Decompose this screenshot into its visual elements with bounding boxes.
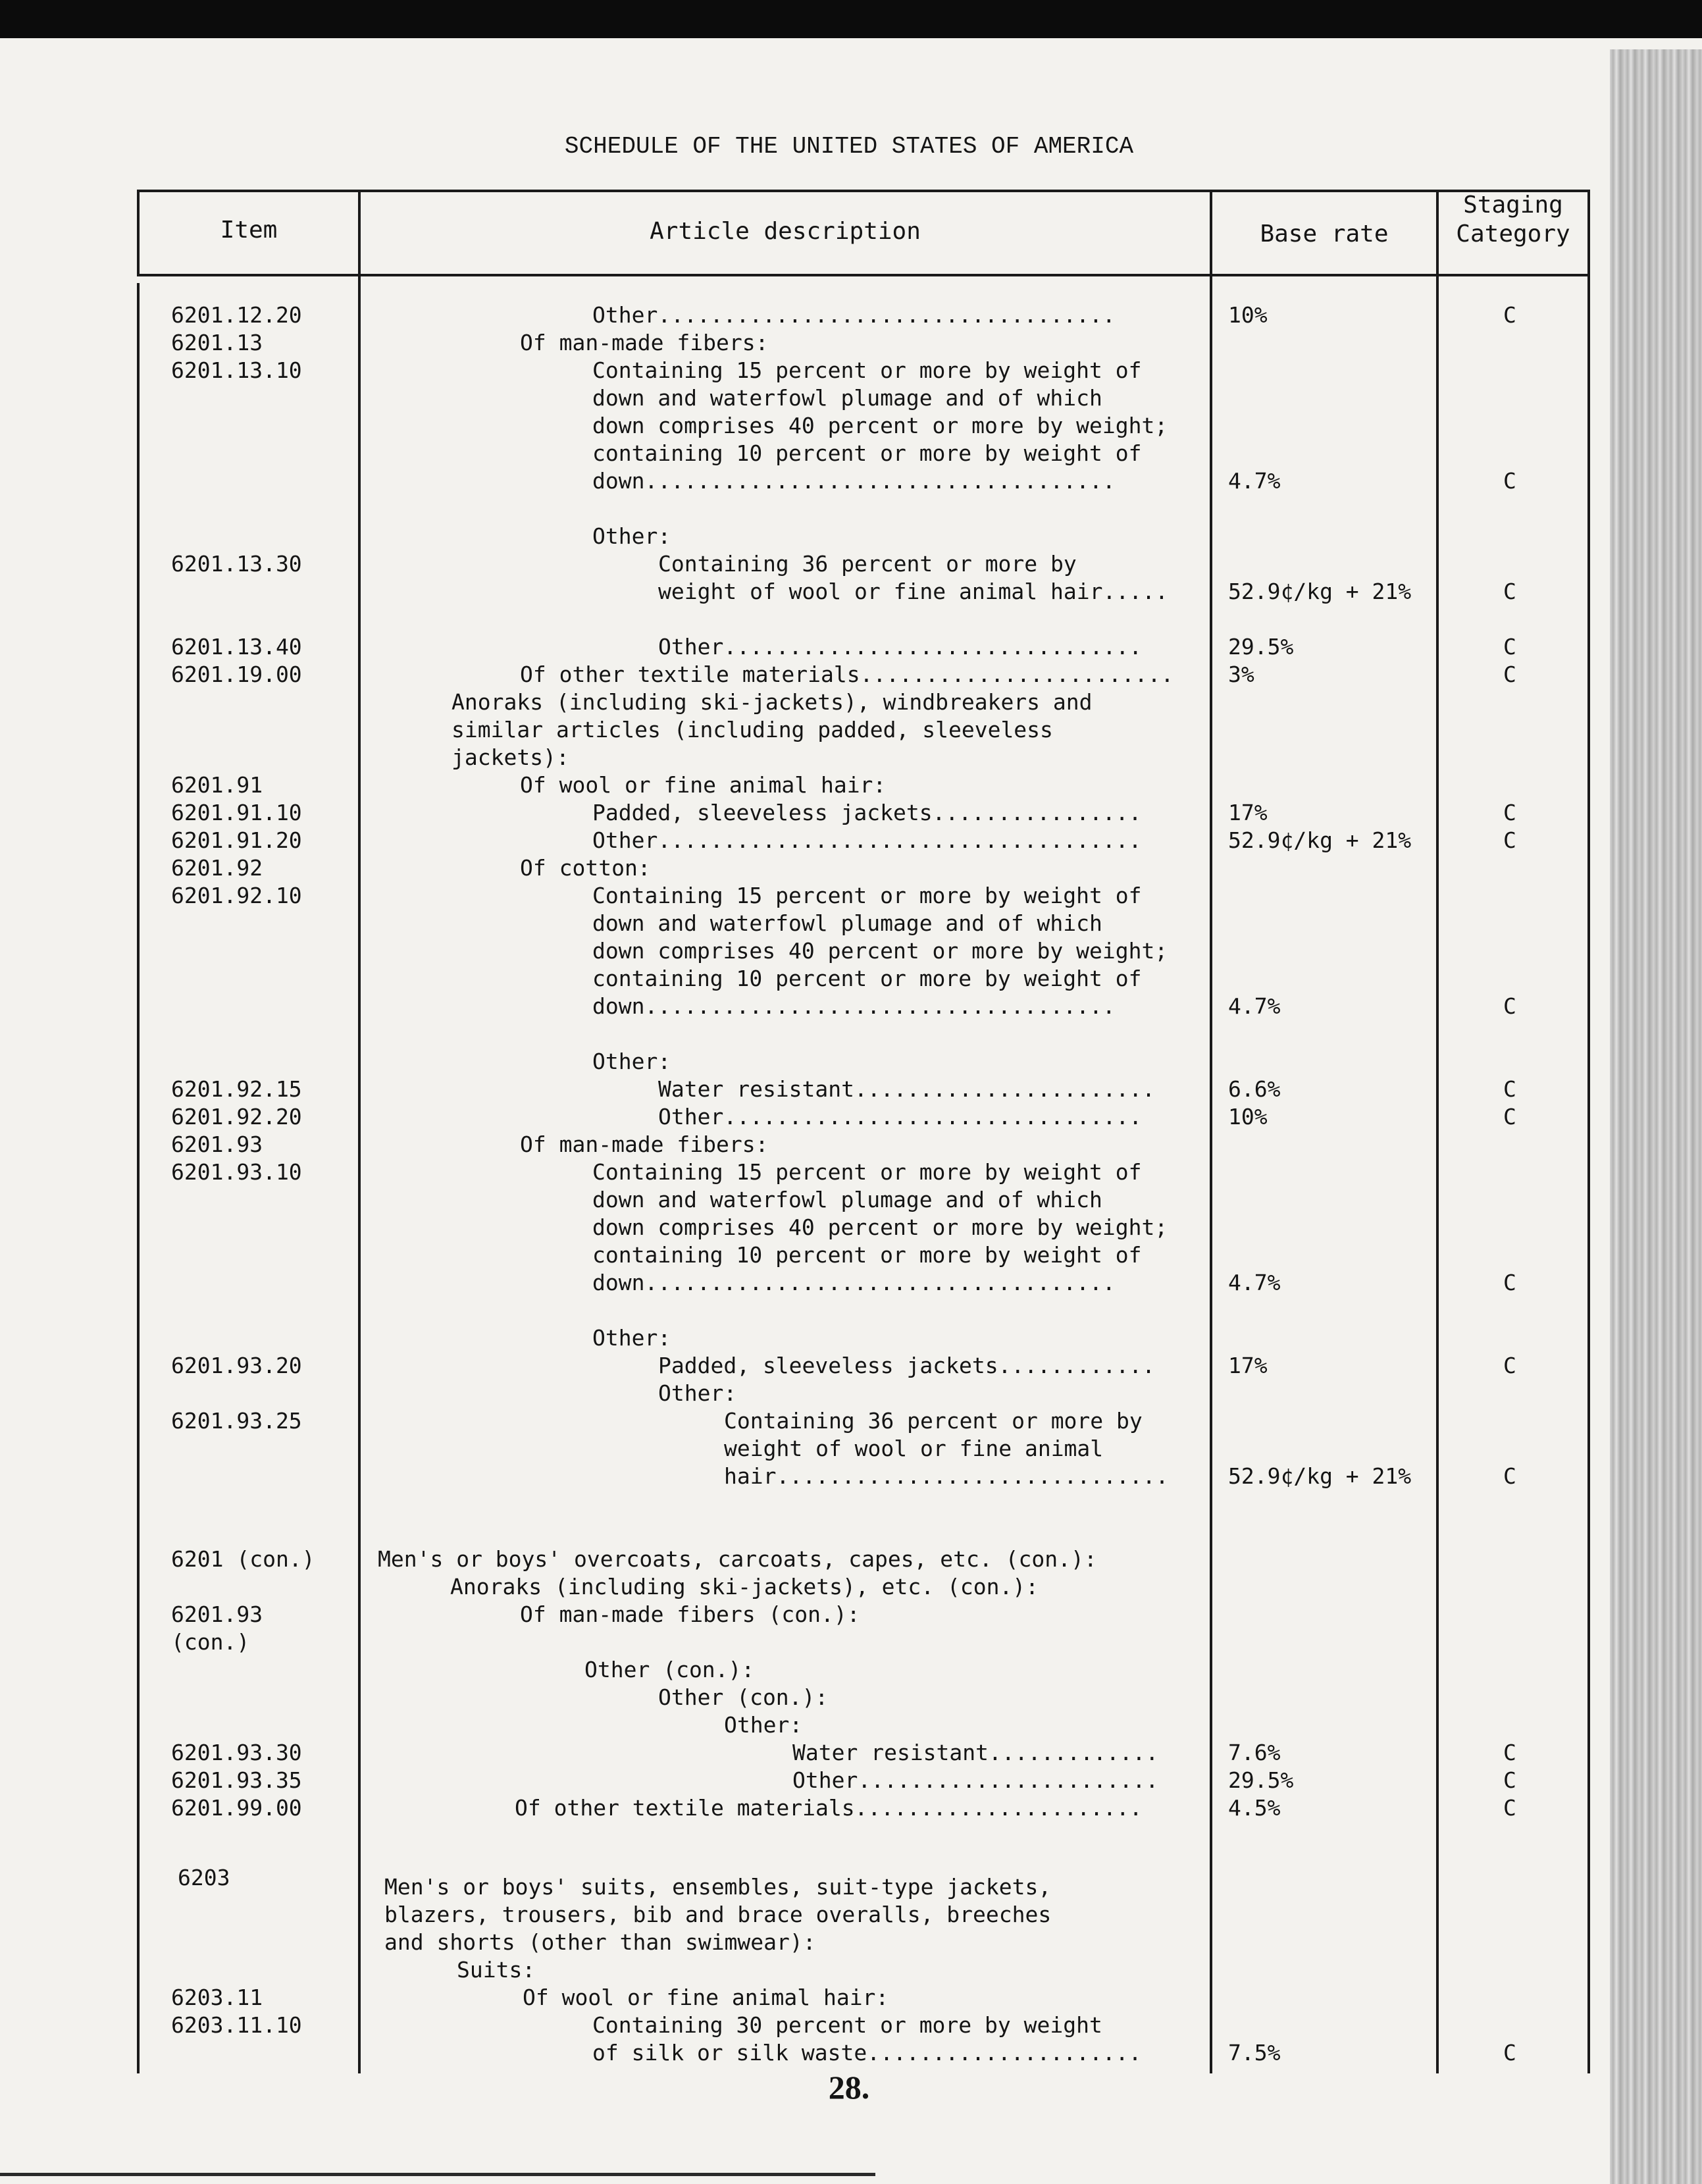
base-rate: 4.5% — [1228, 1795, 1281, 1821]
article-description: Men's or boys' suits, ensembles, suit-type jackets, — [384, 1874, 1052, 1900]
article-description: containing 10 percent or more by weight of — [592, 966, 1142, 991]
table-row — [0, 1956, 1606, 1984]
table-row — [0, 882, 1606, 910]
header-staging-line2: Category — [1456, 221, 1570, 247]
item-number: 6201.91.10 — [171, 800, 302, 825]
base-rate: 52.9¢/kg + 21% — [1228, 827, 1412, 853]
table-row — [0, 1435, 1606, 1463]
staging-category: C — [1503, 827, 1516, 853]
article-description: blazers, trousers, bib and brace overalls, breeches — [384, 1902, 1052, 1927]
staging-category: C — [1503, 662, 1516, 687]
article-description: Padded, sleeveless jackets................ — [592, 800, 1142, 825]
staging-category: C — [1503, 993, 1516, 1019]
table-row — [0, 329, 1606, 357]
article-description: Containing 30 percent or more by weight — [592, 2012, 1102, 2038]
staging-category: C — [1503, 468, 1516, 494]
article-description: down comprises 40 percent or more by weight; — [592, 938, 1168, 964]
item-number: 6201 (con.) — [171, 1546, 315, 1572]
table-row — [0, 1352, 1606, 1380]
header-description: Article description — [650, 218, 921, 245]
table-row — [0, 1711, 1606, 1739]
header-staging-line1: Staging — [1463, 192, 1563, 219]
table-row — [0, 1656, 1606, 1684]
staging-category: C — [1503, 2040, 1516, 2066]
article-description: Anoraks (including ski-jackets), windbreakers and — [451, 689, 1093, 715]
table-row — [0, 2039, 1606, 2067]
table-row — [0, 827, 1606, 854]
scan-top-edge — [0, 0, 1702, 38]
article-description: Other................................ — [658, 1104, 1143, 1130]
table-row — [0, 1601, 1606, 1628]
base-rate: 4.7% — [1228, 993, 1281, 1019]
table-row — [0, 1546, 1606, 1573]
item-number: 6201.93.10 — [171, 1159, 302, 1185]
article-description: Anoraks (including ski-jackets), etc. (con.): — [450, 1574, 1039, 1599]
base-rate: 17% — [1228, 800, 1268, 825]
item-number: 6201.93.35 — [171, 1767, 302, 1793]
article-description: jackets): — [451, 744, 569, 770]
base-rate: 10% — [1228, 302, 1268, 328]
header-item: Item — [220, 217, 278, 244]
base-rate: 4.7% — [1228, 1270, 1281, 1295]
article-description: Other................................ — [658, 634, 1143, 660]
article-description: Of man-made fibers: — [520, 1131, 769, 1157]
table-row — [0, 1214, 1606, 1241]
table-row — [0, 1186, 1606, 1214]
table-row — [0, 440, 1606, 467]
item-number: 6201.93.20 — [171, 1353, 302, 1378]
base-rate: 52.9¢/kg + 21% — [1228, 579, 1412, 604]
item-number: 6203 — [178, 1865, 230, 1890]
item-number: 6201.13.40 — [171, 634, 302, 660]
table-row — [0, 716, 1606, 744]
table-row — [0, 1767, 1606, 1794]
table-row — [0, 633, 1606, 661]
article-description: Men's or boys' overcoats, carcoats, capes, etc. (con.): — [378, 1546, 1097, 1572]
table-row — [0, 744, 1606, 771]
base-rate: 29.5% — [1228, 1767, 1294, 1793]
header-bottom-rule — [137, 274, 1590, 276]
article-description: down and waterfowl plumage and of which — [592, 385, 1102, 411]
article-description: down and waterfowl plumage and of which — [592, 1187, 1102, 1212]
table-row — [0, 689, 1606, 716]
article-description: Other................................... — [592, 302, 1116, 328]
table-row — [0, 1241, 1606, 1269]
article-description: Containing 15 percent or more by weight of — [592, 357, 1142, 383]
table-row — [0, 523, 1606, 550]
table-row — [0, 2012, 1606, 2039]
item-number: 6203.11.10 — [171, 2012, 302, 2038]
article-description: down and waterfowl plumage and of which — [592, 910, 1102, 936]
scan-binding-edge — [1610, 49, 1702, 2184]
article-description: weight of wool or fine animal — [724, 1436, 1104, 1461]
article-description: similar articles (including padded, sleeveless — [451, 717, 1053, 742]
base-rate: 29.5% — [1228, 634, 1294, 660]
table-row — [0, 1873, 1606, 1901]
article-description: Other: — [592, 1325, 671, 1351]
article-description: Containing 36 percent or more by — [658, 551, 1077, 577]
staging-category: C — [1503, 579, 1516, 604]
article-description: of silk or silk waste..................... — [592, 2040, 1142, 2066]
item-number: 6201.91.20 — [171, 827, 302, 853]
table-row — [0, 965, 1606, 993]
staging-category: C — [1503, 1767, 1516, 1793]
article-description: down comprises 40 percent or more by weight; — [592, 1214, 1168, 1240]
article-description: weight of wool or fine animal hair..... — [658, 579, 1168, 604]
table-row — [0, 1794, 1606, 1822]
base-rate: 52.9¢/kg + 21% — [1228, 1463, 1412, 1489]
staging-category: C — [1503, 302, 1516, 328]
table-row — [0, 467, 1606, 495]
page-title: SCHEDULE OF THE UNITED STATES OF AMERICA — [564, 133, 1134, 160]
article-description: Other..................................... — [592, 827, 1142, 853]
table-row — [0, 1684, 1606, 1711]
article-description: Of wool or fine animal hair: — [523, 1985, 889, 2010]
article-description: and shorts (other than swimwear): — [384, 1929, 816, 1955]
item-number: 6201.93.30 — [171, 1740, 302, 1765]
article-description: Other: — [658, 1380, 737, 1406]
article-description: Other: — [592, 1049, 671, 1074]
item-number: (con.) — [171, 1629, 250, 1655]
article-description: Of man-made fibers: — [520, 330, 769, 355]
article-description: Water resistant............. — [792, 1740, 1159, 1765]
table-row — [0, 937, 1606, 965]
table-row — [0, 1324, 1606, 1352]
article-description: down.................................... — [592, 993, 1116, 1019]
base-rate: 7.5% — [1228, 2040, 1281, 2066]
article-description: Other....................... — [792, 1767, 1159, 1793]
table-row — [0, 412, 1606, 440]
article-description: Other (con.): — [584, 1657, 755, 1682]
article-description: Of cotton: — [520, 855, 651, 881]
article-description: containing 10 percent or more by weight of — [592, 1242, 1142, 1268]
item-number: 6201.92.10 — [171, 883, 302, 908]
table-top-rule — [137, 190, 1590, 192]
table-row — [0, 1380, 1606, 1407]
table-row — [0, 854, 1606, 882]
scan-bottom-edge — [0, 2173, 875, 2176]
staging-category: C — [1503, 1104, 1516, 1130]
item-number: 6203.11 — [171, 1985, 263, 2010]
article-description: Padded, sleeveless jackets............ — [658, 1353, 1155, 1378]
table-row — [0, 1901, 1606, 1929]
table-row — [0, 1628, 1606, 1656]
article-description: Other (con.): — [658, 1684, 829, 1710]
base-rate: 7.6% — [1228, 1740, 1281, 1765]
article-description: down comprises 40 percent or more by weight; — [592, 413, 1168, 438]
item-number: 6201.99.00 — [171, 1795, 302, 1821]
article-description: down.................................... — [592, 468, 1116, 494]
table-row — [0, 799, 1606, 827]
staging-category: C — [1503, 1740, 1516, 1765]
staging-category: C — [1503, 1076, 1516, 1102]
staging-category: C — [1503, 1353, 1516, 1378]
table-row — [0, 357, 1606, 384]
table-row — [0, 1573, 1606, 1601]
table-row — [0, 1929, 1606, 1956]
table-row — [0, 301, 1606, 329]
table-row — [0, 384, 1606, 412]
base-rate: 10% — [1228, 1104, 1268, 1130]
table-row — [0, 771, 1606, 799]
article-description: Water resistant....................... — [658, 1076, 1155, 1102]
table-row — [0, 1158, 1606, 1186]
article-description: Suits: — [457, 1957, 536, 1983]
table-row — [0, 993, 1606, 1020]
table-row — [0, 1463, 1606, 1490]
table-row — [0, 1984, 1606, 2012]
table-row — [0, 1103, 1606, 1131]
article-description: Containing 15 percent or more by weight of — [592, 883, 1142, 908]
item-number: 6201.91 — [171, 772, 263, 798]
base-rate: 3% — [1228, 662, 1254, 687]
table-row — [0, 910, 1606, 937]
item-number: 6201.13 — [171, 330, 263, 355]
item-number: 6201.13.10 — [171, 357, 302, 383]
item-number: 6201.13.30 — [171, 551, 302, 577]
article-description: Other: — [724, 1712, 803, 1738]
base-rate: 4.7% — [1228, 468, 1281, 494]
staging-category: C — [1503, 800, 1516, 825]
article-description: Containing 15 percent or more by weight of — [592, 1159, 1142, 1185]
staging-category: C — [1503, 1795, 1516, 1821]
article-description: Containing 36 percent or more by — [724, 1408, 1143, 1434]
table-row — [0, 1407, 1606, 1435]
item-number: 6201.92.20 — [171, 1104, 302, 1130]
item-number: 6201.93 — [171, 1131, 263, 1157]
item-number: 6201.92 — [171, 855, 263, 881]
base-rate: 17% — [1228, 1353, 1268, 1378]
table-row — [0, 578, 1606, 606]
article-description: Of other textile materials........................ — [520, 662, 1174, 687]
base-rate: 6.6% — [1228, 1076, 1281, 1102]
table-row — [0, 1131, 1606, 1158]
item-number: 6201.93.25 — [171, 1408, 302, 1434]
staging-category: C — [1503, 634, 1516, 660]
article-description: down.................................... — [592, 1270, 1116, 1295]
table-row — [0, 550, 1606, 578]
item-number: 6201.19.00 — [171, 662, 302, 687]
item-number: 6201.93 — [171, 1601, 263, 1627]
item-number: 6201.92.15 — [171, 1076, 302, 1102]
article-description: hair.............................. — [724, 1463, 1169, 1489]
staging-category: C — [1503, 1270, 1516, 1295]
header-base-rate: Base rate — [1260, 221, 1389, 247]
table-row — [0, 1048, 1606, 1076]
item-number: 6201.12.20 — [171, 302, 302, 328]
table-row — [0, 661, 1606, 689]
table-row — [0, 1739, 1606, 1767]
page-number: 28. — [828, 2069, 870, 2106]
table-row — [0, 1269, 1606, 1297]
article-description: Of man-made fibers (con.): — [520, 1601, 860, 1627]
article-description: Of other textile materials...................... — [515, 1795, 1143, 1821]
staging-category: C — [1503, 1463, 1516, 1489]
table-row — [0, 1076, 1606, 1103]
article-description: Other: — [592, 523, 671, 549]
article-description: containing 10 percent or more by weight of — [592, 440, 1142, 466]
article-description: Of wool or fine animal hair: — [520, 772, 887, 798]
